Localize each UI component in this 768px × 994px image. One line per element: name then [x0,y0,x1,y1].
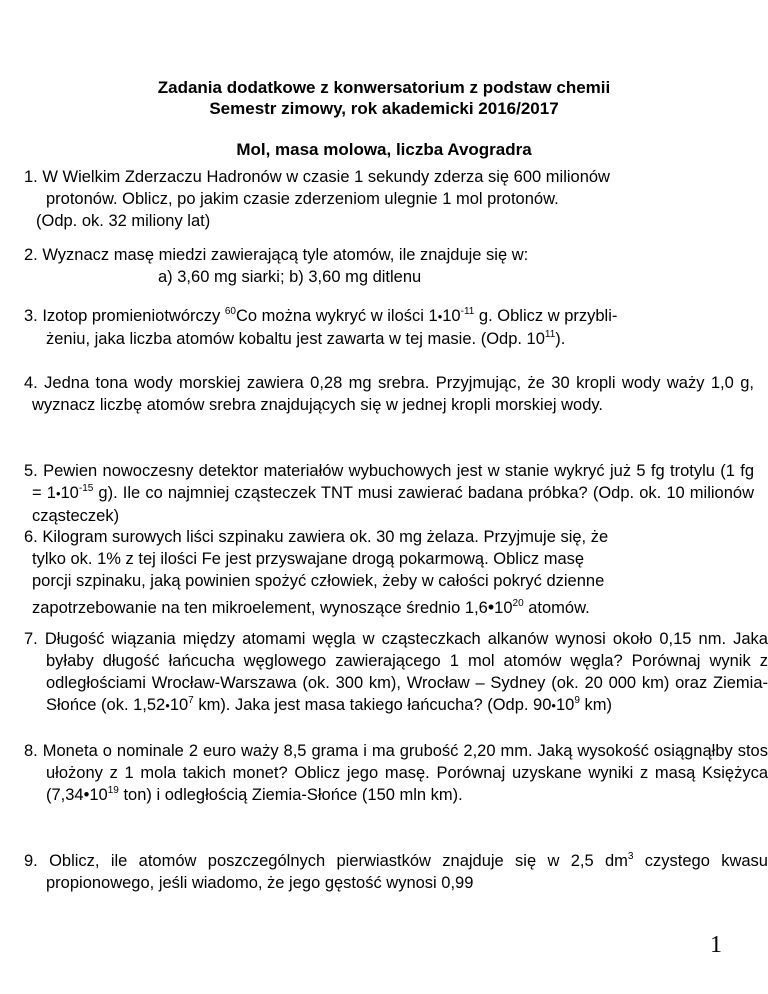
task-6-line-4 [24,596,746,619]
multiplication-dot: • [487,597,495,617]
task-9-exponent: 3 [627,851,634,862]
task-3-exponent-1: -11 [460,306,475,317]
task-3-text-a: 3. Izotop promieniotwórczy [24,307,225,325]
task-3 [24,305,746,350]
task-3-exponent-2: 11 [544,329,556,340]
task-6-text-b: 10 [494,599,513,617]
task-1-line-2: protonów. Oblicz, po jakim czasie zderzeniom ulegnie 1 mol protonów. [46,190,559,208]
task-6-line-2: tylko ok. 1% z tej ilości Fe jest przyswajane drogą pokarmową. Oblicz masę [32,550,585,568]
task-3-line-2 [24,328,746,350]
task-8-text-a: 8. Moneta o nominale 2 euro waży 8,5 grama i ma grubość 2,20 mm. Jaką wysokość osiągnąłby stos ułożony z 1 mola takich monet? Oblicz jego masę. Porównaj uzyskane wyniki z masą Księżyca (7,34•10 [24,742,768,804]
multiplication-dot: • [165,698,170,713]
task-9-text-a: 9. Oblicz, ile atomów poszczególnych pierwiastków znajduje się w 2,5 dm [24,852,628,870]
task-6-exponent: 20 [512,598,524,609]
task-8 [24,740,768,806]
task-1-answer: (Odp. ok. 32 miliony lat) [36,212,211,230]
task-6-line-3: porcji szpinaku, jaką powinien spożyć człowiek, żeby w całości pokryć dzienne [32,572,605,590]
task-7-text-a: 7. Długość wiązania między atomami węgla w cząsteczkach alkanów wynosi około 0,15 nm. Jaka byłaby długość łańcucha węglowego zawierającego 1 mol atomów węgla? Porównaj wynik z odległościami Wrocław-Warszawa (ok. 300 km), Wrocław – Sydney (ok. 20 000 km) oraz Ziemia-Słońce (ok. 1,52 [24,630,768,714]
task-6 [24,526,746,619]
task-3-text-c: 10 [442,307,461,325]
task-7-text-e: km) [579,696,612,714]
task-2-line-2: a) 3,60 mg siarki; b) 3,60 mg ditlenu [158,268,422,286]
task-5 [24,460,754,527]
section-heading: Mol, masa molowa, liczba Avogradra [236,140,532,159]
task-5-text-a: 5. Pewien nowoczesny detektor materiałów wybuchowych jest w stanie wykryć już 5 fg trotylu (1 fg = 1 [24,462,754,502]
task-3-text-d: g. Oblicz w przybli- [478,307,618,325]
task-7-text-b: 10 [169,696,189,714]
task-5-text-b: 10 [60,484,79,502]
multiplication-dot: • [551,698,556,713]
task-3-text-f: ). [555,330,566,348]
task-6-line-1: 6. Kilogram surowych liści szpinaku zawiera ok. 30 mg żelaza. Przyjmuje się, że [24,528,609,546]
task-7-exponent-1: 7 [188,695,194,706]
task-7-text-d: 10 [555,696,575,714]
task-5-text-c: g). Ile co najmniej cząsteczek TNT musi zawierać badana próbka? (Odp. ok. 10 milionów cząsteczek) [32,484,754,525]
task-2 [24,244,746,288]
page-number: 1 [710,932,722,958]
task-3-text-b: Co można wykryć w ilości 1 [235,307,438,325]
task-7 [24,628,768,717]
task-6-text-c: atomów. [523,599,590,617]
task-7-exponent-2: 9 [574,695,580,706]
task-9 [24,850,768,894]
task-3-text-e: żeniu, jaka liczba atomów kobaltu jest zawarta w tej masie. (Odp. 10 [46,330,545,348]
task-1 [24,166,746,232]
task-8-text-b: ton) i odległością Ziemia-Słońce (150 mln km). [118,786,463,804]
multiplication-dot: • [437,309,443,324]
task-4: 4. Jedna tona wody morskiej zawiera 0,28 mg srebra. Przyjmując, że 30 kropli wody waży 1,0 g, wyznacz liczbę atomów srebra znajdujących się w jednej kropli morskiej wody. [24,374,754,414]
task-6-text-a: zapotrzebowanie na ten mikroelement, wynoszące średnio 1,6 [32,599,488,617]
task-1-line-1: 1. W Wielkim Zderzaczu Hadronów w czasie 1 sekundy zderza się 600 milionów [24,168,610,186]
task-2-line-1: 2. Wyznacz masę miedzi zawierającą tyle atomów, ile znajduje się w: [24,246,529,264]
multiplication-dot: • [55,486,61,501]
task-9-text-b: czystego kwasu propionowego, jeśli wiadomo, że jego gęstość wynosi 0,99 [46,852,768,892]
document-subtitle: Semestr zimowy, rok akademicki 2016/2017 [209,99,559,118]
task-7-text-c: km). Jaka jest masa takiego łańcucha? (Odp. 90 [193,696,552,714]
document-title: Zadania dodatkowe z konwersatorium z podstaw chemii [157,78,611,97]
task-5-exponent: -15 [78,483,94,494]
task-8-exponent: 19 [107,785,119,796]
task-3-line-1 [24,305,746,328]
isotope-mass-number: 60 [224,306,236,317]
